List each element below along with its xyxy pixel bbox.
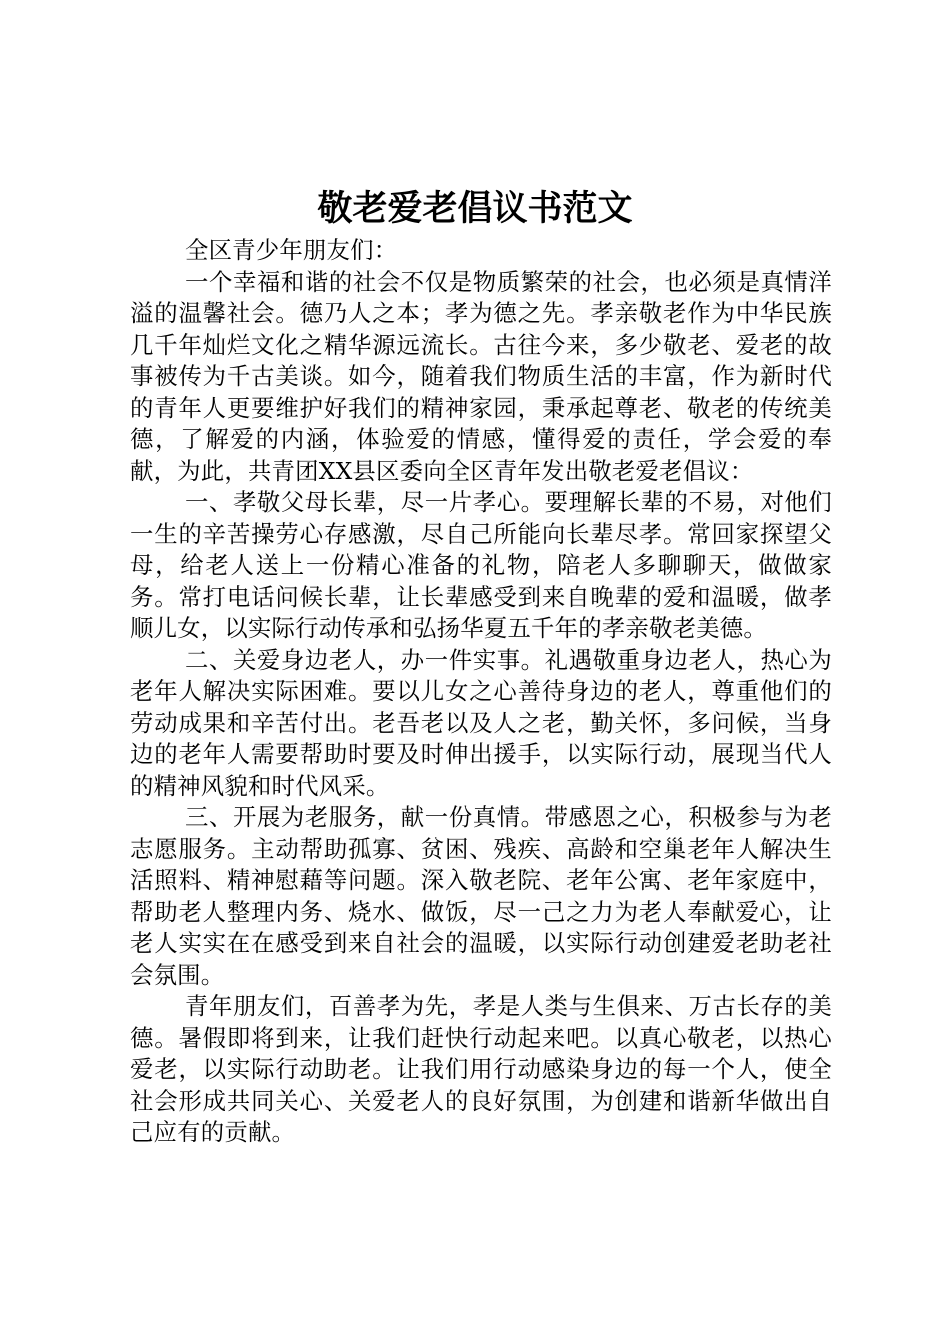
salutation-paragraph: 全区青少年朋友们： xyxy=(184,236,398,264)
intro-paragraph: 一个幸福和谐的社会不仅是物质繁荣的社会，也必须是真情洋溢的温馨社会。德乃人之本；孝为德之先。孝亲敬老作为中华民族几千年灿烂文化之精华源远流长。古往今来，多少敬老、爱老的故事被传为千古美谈。如今，随着我们物质生活的丰富，作为新时代的青年人更要维护好我们的精神家园，秉承起尊老、敬老的传统美德，了解爱的内涵，体验爱的情感，懂得爱的责任，学会爱的奉献，为此，共青团XX县区委向全区青年发出敬老爱老倡议： xyxy=(130,267,832,485)
proposal-two-paragraph: 二、关爱身边老人，办一件实事。礼遇敬重身边老人，热心为老年人解决实际困难。要以儿女之心善待身边的老人，尊重他们的劳动成果和辛苦付出。老吾老以及人之老，勤关怀，多问候，当身边的老年人需要帮助时要及时伸出援手，以实际行动，展现当代人的精神风貌和时代风采。 xyxy=(130,645,832,800)
closing-paragraph: 青年朋友们，百善孝为先，孝是人类与生俱来、万古长存的美德。暑假即将到来，让我们赶快行动起来吧。以真心敬老，以热心爱老，以实际行动助老。让我们用行动感染身边的每一个人，使全社会形成共同关心、关爱老人的良好氛围，为创建和谐新华做出自己应有的贡献。 xyxy=(130,992,832,1146)
proposal-three-paragraph: 三、开展为老服务，献一份真情。带感恩之心，积极参与为老志愿服务。主动帮助孤寡、贫困、残疾、高龄和空巢老年人解决生活照料、精神慰藉等问题。深入敬老院、老年公寓、老年家庭中，帮助老人整理内务、烧水、做饭，尽一己之力为老人奉献爱心，让老人实实在在感受到来自社会的温暖，以实际行动创建爱老助老社会氛围。 xyxy=(130,803,832,989)
document-title: 敬老爱老倡议书范文 xyxy=(317,188,633,229)
proposal-one-paragraph: 一、孝敬父母长辈，尽一片孝心。要理解长辈的不易，对他们一生的辛苦操劳心存感激，尽自己所能向长辈尽孝。常回家探望父母，给老人送上一份精心准备的礼物，陪老人多聊聊天，做做家务。常打电话问候长辈，让长辈感受到来自晚辈的爱和温暖，做孝顺儿女，以实际行动传承和弘扬华夏五千年的孝亲敬老美德。 xyxy=(130,488,832,642)
document-body xyxy=(130,235,832,1149)
